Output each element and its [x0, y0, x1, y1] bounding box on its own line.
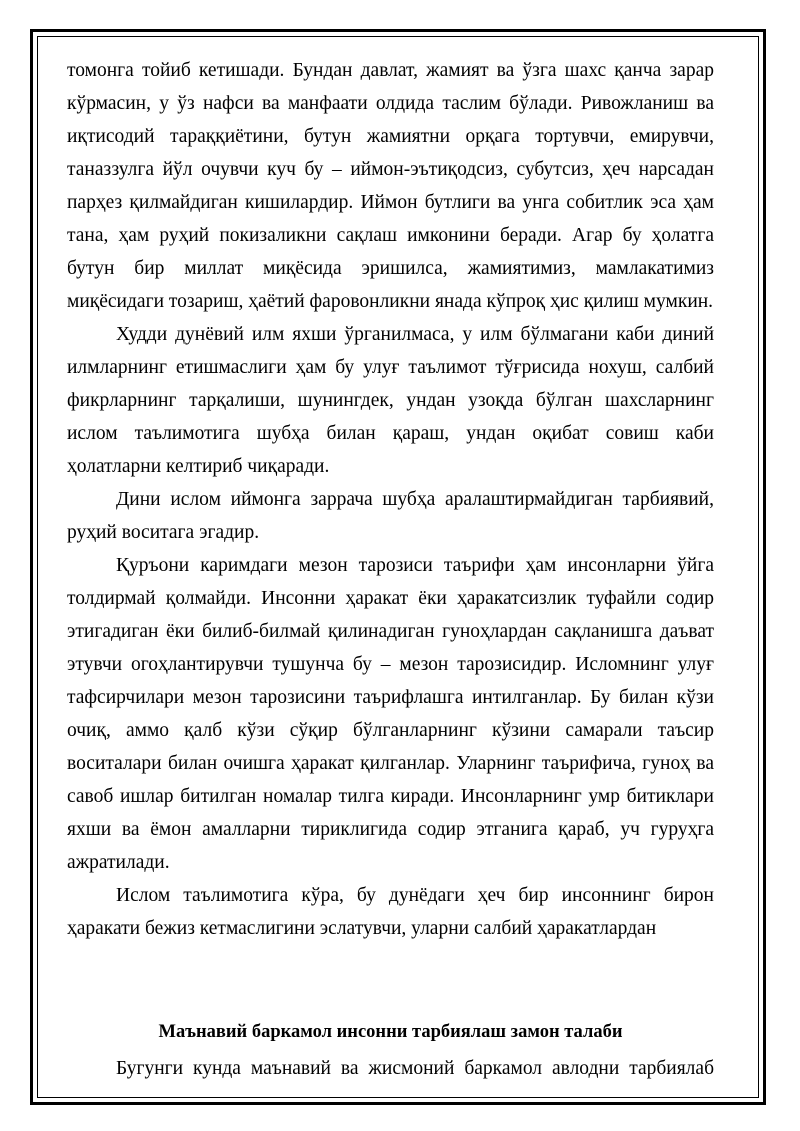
paragraph-3: Дини ислом иймонга заррача шубҳа аралаштирмайдиган тарбиявий, руҳий воситага эгадир. [67, 489, 714, 543]
paragraph-2: Худди дунёвий илм яхши ўрганилмаса, у илм бўлмагани каби диний илмларнинг етишмаслиги ҳам бу улуғ таълимот тўғрисида нохуш, салбий фикрларнинг тарқалиши, шунингдек, ундан узоқда бўлган шахсларнинг ислом таълимотига шубҳа билан қараш, ундан оқибат совиш каби ҳолатларни келтириб чиқаради. [67, 324, 714, 477]
paragraph-4: Қуръони каримдаги мезон тарозиси таърифи ҳам инсонларни ўйга толдирмай қолмайди. Инсонни ҳаракат ёки ҳаракатсизлик туфайли содир этигадиган ёки билиб-билмай қилинадиган гуноҳлардан сақланишга даъват этувчи огоҳлантирувчи тушунча бу – мезон тарозисидир. Исломнинг улуғ тафсирчилари мезон тарозисини таърифлашга интилганлар. Бу билан кўзи очиқ, аммо қалб кўзи сўқир бўлганларнинг кўзини самарали таъсир воситалари билан очишга ҳаракат қилганлар. Уларнинг таърифича, гуноҳ ва савоб ишлар битилган номалар тилга киради. Инсонларнинг умр битиклари яхши ва ёмон амалларни тириклигида содир этганига қараб, уч гуруҳга ажратилади. [67, 555, 714, 873]
paragraph-6: Бугунги кунда маънавий ва жисмоний баркамол авлодни тарбиялаб [116, 1058, 714, 1079]
paragraph-1: томонга тойиб кетишади. Бундан давлат, жамият ва ўзга шахс қанча зарар кўрмасин, у ўз нафси ва манфаати олдида таслим бўлади. Ривожланиш ва иқтисодий тараққиётини, бутун жамиятни орқага тортувчи, емирувчи, таназзулга йўл очувчи куч бу – иймон-эътиқодсиз, субутсиз, ҳеч нарсадан парҳез қилмайдиган кишилардир. Иймон бутлиги ва унга собитлик эса ҳам тана, ҳам руҳий покизаликни сақлаш имконини беради. Агар бу ҳолатга бутун бир миллат миқёсида эришилса, жамиятимиз, мамлакатимиз миқёсидаги тозариш, ҳаётий фаровонликни янада кўпроқ ҳис қилиш мумкин. [67, 60, 714, 312]
section-heading: Маънавий баркамол инсонни тарбиялаш замон талаби [158, 1022, 623, 1042]
document-body [67, 54, 714, 1085]
paragraph-5: Ислом таълимотига кўра, бу дунёдаги ҳеч бир инсоннинг бирон ҳаракати бежиз кетмаслигини эслатувчи, уларни салбий ҳаракатлардан [67, 885, 714, 939]
